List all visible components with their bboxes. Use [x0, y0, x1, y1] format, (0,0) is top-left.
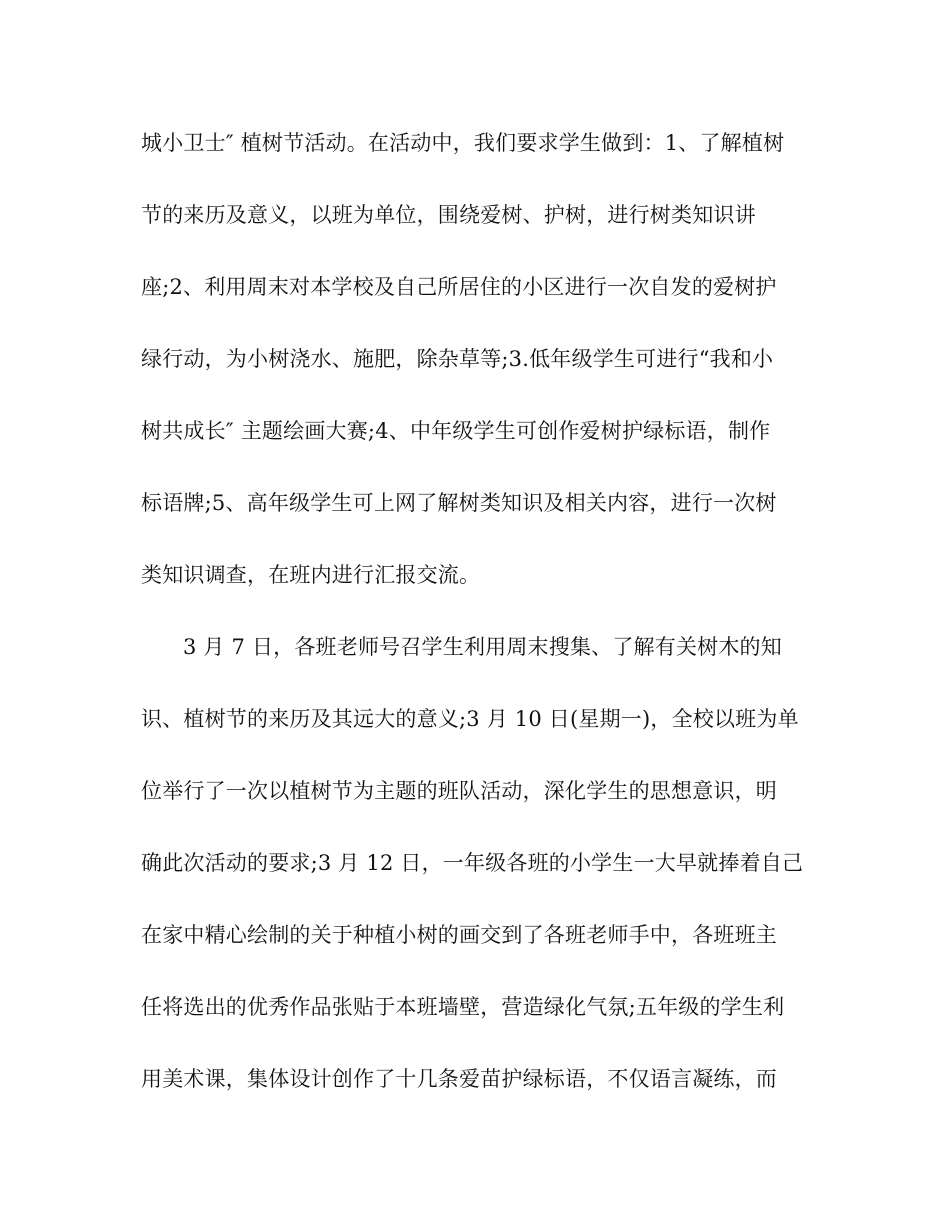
text-line-8: 3 月 7 日，各班老师号召学生利用周末搜集、了解有关树木的知: [183, 635, 782, 659]
text-line-9: 识、植树节的来历及其远大的意义;3 月 10 日(星期一)，全校以班为单: [141, 707, 799, 731]
text-line-6: 标语牌;5、高年级学生可上网了解树类知识及相关内容，进行一次树: [141, 491, 777, 515]
text-line-14: 用美术课，集体设计创作了十几条爱苗护绿标语，不仅语言凝练，而: [141, 1067, 777, 1091]
text-line-2: 节的来历及意义，以班为单位，围绕爱树、护树，进行树类知识讲: [141, 203, 756, 227]
text-line-7: 类知识调查，在班内进行汇报交流。: [141, 563, 481, 587]
text-line-10: 位举行了一次以植树节为主题的班队活动，深化学生的思想意识，明: [141, 779, 777, 803]
text-line-12: 在家中精心绘制的关于种植小树的画交到了各班老师手中，各班班主: [141, 923, 777, 947]
text-line-1: 城小卫士″ 植树节活动。在活动中，我们要求学生做到：1、了解植树: [141, 131, 785, 155]
text-line-4: 绿行动，为小树浇水、施肥，除杂草等;3.低年级学生可进行“我和小: [141, 347, 774, 371]
text-line-13: 任将选出的优秀作品张贴于本班墙壁，营造绿化气氛;五年级的学生利: [141, 995, 785, 1019]
text-line-3: 座;2、利用周末对本学校及自己所居住的小区进行一次自发的爱树护: [141, 275, 777, 299]
text-line-5: 树共成长″ 主题绘画大赛;4、中年级学生可创作爱树护绿标语，制作: [141, 419, 771, 443]
text-line-11: 确此次活动的要求;3 月 12 日，一年级各班的小学生一大早就捧着自己: [141, 851, 804, 875]
